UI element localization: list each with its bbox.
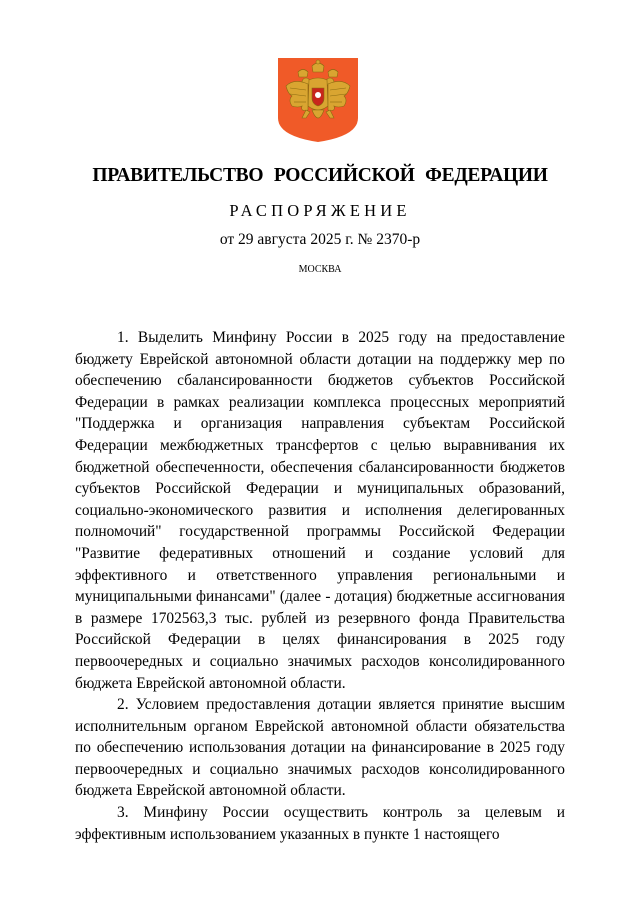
paragraph-1: 1. Выделить Минфину России в 2025 году на предоставление бюджету Еврейской автономной области дотации на поддержку мер по обеспечению сбалансированности бюджетов субъектов Российской Федерации в рамках реализации комплекса процессных мероприятий "Поддержка и организация направления субъектам Российской Федерации межбюджетных трансфертов с целью выравнивания их бюджетной обеспеченности, обеспечения сбалансированности бюджетов субъектов Российской Федерации и муниципальных образований, социально-экономического развития и исполнения делегированных полномочий" государственной программы Российской Федерации "Развитие федеративных отношений и создание условий для эффективного и ответственного управления региональными и муниципальными финансами" (далее - дотация) бюджетные ассигнования в размере 1702563,3 тыс. рублей из резервного фонда Правительства Российской Федерации в целях финансирования в 2025 году первоочередных и социально значимых расходов консолидированного бюджета Еврейской автономной области. <box>75 329 565 692</box>
document-body <box>75 327 565 845</box>
government-title: ПРАВИТЕЛЬСТВО РОССИЙСКОЙ ФЕДЕРАЦИИ <box>92 165 548 186</box>
russian-coat-of-arms-icon <box>276 56 360 144</box>
document-type: РАСПОРЯЖЕНИЕ <box>229 201 411 220</box>
paragraph-3: 3. Минфину России осуществить контроль за целевым и эффективным использованием указанных в пункте 1 настоящего <box>75 804 565 843</box>
paragraph-2: 2. Условием предоставления дотации является принятие высшим исполнительным органом Еврейской автономной области обязательства по обеспечению использования дотации на финансирование в 2025 году первоочередных и социально значимых расходов консолидированного бюджета Еврейской автономной области. <box>75 696 565 800</box>
document-city: МОСКВА <box>298 264 342 275</box>
document-date-number: от 29 августа 2025 г. № 2370-р <box>219 231 421 248</box>
